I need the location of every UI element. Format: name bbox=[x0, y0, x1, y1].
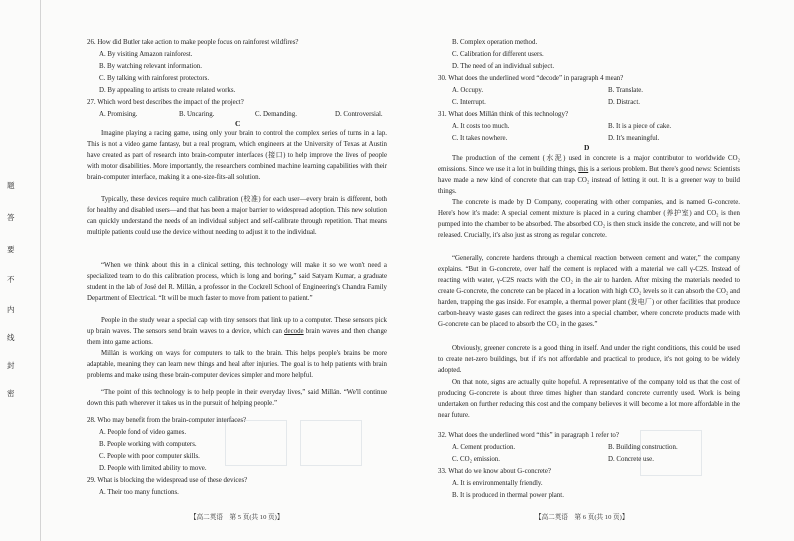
text-run: is a serious problem. But there's good news: Scientists have made a new kind of concrete that can trap CO₂ instead of letting it out. It is a greener way to build things. bbox=[438, 166, 740, 195]
option: A. Promising. bbox=[99, 111, 138, 118]
option: B. Complex operation method. bbox=[452, 39, 538, 46]
section-heading: C bbox=[235, 119, 241, 128]
margin-char: 线 bbox=[7, 333, 15, 342]
passage-paragraph: Millán is working on ways for computers to talk to the brain. This helps people's brains be more adaptable, meaning they can learn new things and heal after injuries. The goal is to help patients with brain problems and make using these brain-computer devices simpler and more helpful. bbox=[87, 350, 387, 379]
question-28: 28. Who may benefit from the brain-computer interfaces? bbox=[87, 417, 247, 424]
question-33: 33. What do we know about G-concrete? bbox=[438, 468, 551, 475]
question-26: 26. How did Butler take action to make people focus on rainforest wildfires? bbox=[87, 39, 299, 46]
underlined-word: this bbox=[578, 166, 589, 173]
passage-paragraph: Imagine playing a racing game, using only your brain to control the complex series of turns in a lap. This is not a video game fantasy, but a real program, which engineers at the University of Texas at Austin have created as part of research into brain-computer interfaces (接口) to help improve the lives of people with motor disabilities. More importantly, the researchers combined machine learning capabilities with their brain-computer interface, making it a one-size-fits-all solution. bbox=[87, 130, 387, 181]
question-30: 30. What does the underlined word “decode” in paragraph 4 mean? bbox=[438, 75, 624, 82]
margin-char: 答 bbox=[7, 213, 15, 222]
text-run: People in the study wear a special cap with tiny sensors that link up to a computer. These sensors pick up brain waves. The sensors send brain waves to a device, which can bbox=[87, 317, 387, 335]
option: B. It is a piece of cake. bbox=[608, 123, 672, 130]
question-32: 32. What does the underlined word “this” in paragraph 1 refer to? bbox=[438, 432, 619, 439]
option: A. By visiting Amazon rainforest. bbox=[99, 51, 193, 58]
page-footer: 【高二英语 第 6 页(共 10 页)】 bbox=[535, 514, 629, 521]
option: A. It costs too much. bbox=[452, 123, 510, 130]
underlined-word: decode bbox=[284, 328, 304, 335]
option: B. Translate. bbox=[608, 87, 644, 94]
option: D. Concrete use. bbox=[608, 456, 654, 463]
question-27: 27. Which word best describes the impact of the project? bbox=[87, 99, 244, 106]
option: C. By talking with rainforest protectors. bbox=[99, 75, 210, 82]
passage-paragraph: “The point of this technology is to help people in their everyday lives,” said Millán. “We'll continue down this path wherever it takes us in the pursuit of helping people.” bbox=[87, 389, 387, 407]
option: A. Cement production. bbox=[452, 444, 516, 451]
passage-paragraph bbox=[87, 315, 387, 348]
option: D. Controversial. bbox=[335, 111, 383, 118]
text-run: brain waves and then change them into game actions. bbox=[87, 328, 387, 346]
option: C. Demanding. bbox=[255, 111, 297, 118]
question-31: 31. What does Millán think of this technology? bbox=[438, 111, 569, 118]
margin-char: 密 bbox=[7, 389, 15, 398]
option: C. Interrupt. bbox=[452, 99, 486, 106]
question-29: 29. What is blocking the widespread use of these devices? bbox=[87, 477, 248, 484]
section-heading: D bbox=[584, 143, 590, 152]
text-run: The production of the cement (水泥) used in concrete is a major contributor to worldwide CO₂ emissions. Since we use it a lot in building things, bbox=[438, 155, 740, 173]
option: C. People with poor computer skills. bbox=[99, 453, 200, 460]
option: B. People working with computers. bbox=[99, 441, 197, 448]
option: C. It takes nowhere. bbox=[452, 135, 508, 142]
option: B. By watching relevant information. bbox=[99, 63, 202, 70]
option: C. CO₂ emission. bbox=[452, 456, 500, 463]
margin-char: 题 bbox=[7, 181, 15, 190]
option: D. The need of an individual subject. bbox=[452, 63, 555, 70]
passage-paragraph: The concrete is made by D Company, cooperating with other companies, and is named G-concrete. Here's how it's made: A special cement mixture is placed in a curing chamber (养护室) and CO₂ is then pumped into the chamber to be absorbed. The absorbed CO₂ is then stuck inside the concrete, and will not be released. Crucially, it's also just as strong as regular concrete. bbox=[438, 199, 740, 239]
option: D. People with limited ability to move. bbox=[99, 465, 207, 472]
page-footer: 【高二英语 第 5 页(共 10 页)】 bbox=[190, 514, 284, 521]
option: A. Occupy. bbox=[452, 87, 484, 94]
margin-char: 内 bbox=[7, 305, 15, 314]
passage-paragraph: Typically, these devices require much calibration (校准) for each user—every brain is different, both for healthy and disabled users—and that has been a major barrier to widespread adoption. This new solution can quickly understand the needs of an individual subject and self-calibrate through repetition. That means multiple patients could use the device without needing to adjust it to the individual. bbox=[87, 196, 387, 236]
option: C. Calibration for different users. bbox=[452, 51, 544, 58]
option: A. Their too many functions. bbox=[99, 489, 179, 496]
option: B. Uncaring. bbox=[179, 111, 215, 118]
passage-paragraph bbox=[438, 153, 740, 197]
binding-margin bbox=[0, 0, 41, 541]
option: A. It is environmentally friendly. bbox=[452, 480, 543, 487]
watermark-seal bbox=[225, 420, 287, 466]
option: D. Distract. bbox=[608, 99, 640, 106]
option: B. Building construction. bbox=[608, 444, 678, 451]
passage-paragraph: “Generally, concrete hardens through a chemical reaction between cement and water,” the company explains. “But in G-concrete, over half the cement is replaced with a material we call γ-C2S. Instead of reacting with water, γ-C2S reacts with the CO₂ in the air to harden. After mixing the materials needed to create G-concrete, the concrete can be placed in a location with high CO₂ levels so it can absorb the CO₂ and harden, trapping the gas inside. For example, a thermal power plant (发电厂) or other facilities that produce carbon-heavy waste gases can redirect the gases into a special chamber, where concrete products made with G-concrete can be placed to absorb the CO₂ in the gases.” bbox=[438, 255, 740, 328]
margin-char: 要 bbox=[7, 245, 15, 254]
margin-char: 封 bbox=[7, 361, 15, 370]
watermark-seal bbox=[300, 420, 362, 466]
option: D. By appealing to artists to create related works. bbox=[99, 87, 236, 94]
passage-paragraph: On that note, signs are actually quite hopeful. A representative of the company told us that the cost of producing G-concrete is about three times higher than standard concrete currently used. Work is being undertaken on further reducing this cost and the company believes it will become a lot more affordable in the near future. bbox=[438, 379, 740, 419]
margin-char: 不 bbox=[7, 275, 15, 284]
option: D. It's meaningful. bbox=[608, 135, 660, 142]
passage-paragraph: “When we think about this in a clinical setting, this technology will make it so we won't need a specialized team to do this calibration process, which is long and boring,” said Satyam Kumar, a graduate student in the lab of José del R. Millán, a professor in the Cockrell School of Engineering's Chandra Family Department of Electrical. “It will be much faster to move from patient to patient.” bbox=[87, 262, 387, 302]
passage-paragraph: Obviously, greener concrete is a good thing in itself. And under the right conditions, this could be used to create net-zero buildings, but if it's not affordable and practical to produce, it's not going to be widely adopted. bbox=[438, 345, 740, 374]
option: B. It is produced in thermal power plant. bbox=[452, 492, 564, 499]
watermark-seal bbox=[640, 430, 702, 476]
option: A. People fond of video games. bbox=[99, 429, 187, 436]
